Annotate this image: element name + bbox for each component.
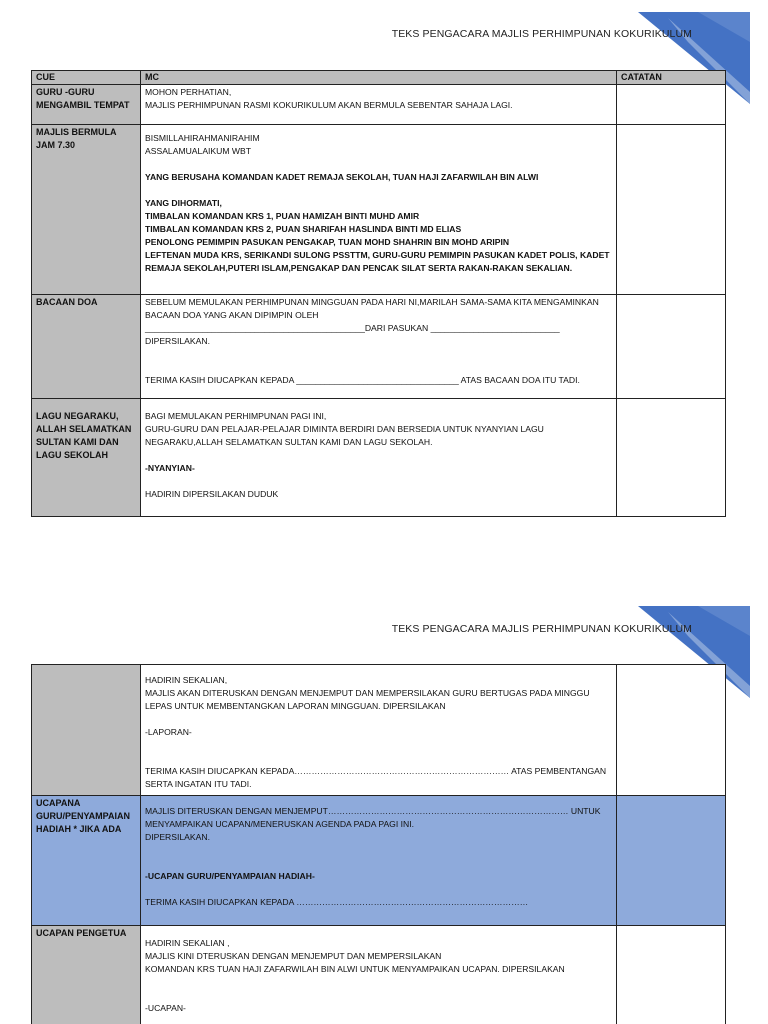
- notes-cell: [617, 926, 726, 1024]
- table-row: [32, 399, 726, 517]
- table-row: [32, 926, 726, 1024]
- mc-line: TERIMA KASIH DIUCAPKAN KEPADA __________________________________ ATAS BACAAN DOA ITU TADI.: [145, 375, 580, 385]
- cue-cell: [32, 665, 141, 796]
- mc-line: MAJLIS KINI DTERUSKAN DENGAN MENJEMPUT DAN MEMPERSILAKAN: [145, 951, 442, 961]
- mc-cell: [141, 399, 617, 517]
- table-row: [32, 796, 726, 926]
- mc-line: MOHON PERHATIAN,: [145, 87, 232, 97]
- document-page-2: [0, 596, 768, 1024]
- mc-cell: [141, 665, 617, 796]
- cue-cell: GURU -GURU MENGAMBIL TEMPAT: [32, 85, 141, 125]
- cue-cell: MAJLIS BERMULA JAM 7.30: [32, 125, 141, 295]
- mc-line: YANG DIHORMATI,: [145, 198, 222, 208]
- mc-cell: [141, 295, 617, 399]
- header-notes: CATATAN: [617, 71, 726, 85]
- mc-line: SEBELUM MEMULAKAN PERHIMPUNAN MINGGUAN PADA HARI NI,MARILAH SAMA-SAMA KITA MENGAMINKAN BACAAN DOA YANG AKAN DIPIMPIN OLEH: [145, 297, 599, 320]
- mc-line: TIMBALAN KOMANDAN KRS 2, PUAN SHARIFAH HASLINDA BINTI MD ELIAS: [145, 224, 462, 234]
- mc-line: TIMBALAN KOMANDAN KRS 1, PUAN HAMIZAH BINTI MUHD AMIR: [145, 211, 420, 221]
- mc-line: -UCAPAN GURU/PENYAMPAIAN HADIAH-: [145, 871, 315, 881]
- mc-line: -LAPORAN-: [145, 727, 192, 737]
- mc-line: BISMILLAHIRAHMANIRAHIM: [145, 133, 260, 143]
- mc-line: DIPERSILAKAN.: [145, 832, 210, 842]
- mc-line: MAJLIS DITERUSKAN DENGAN MENJEMPUT………………………………………………………………………… UNTUK MENYAMPAIKAN UCAPAN/MENERUSKAN AGENDA PADA PAGI INI.: [145, 806, 601, 829]
- mc-line: TERIMA KASIH DIUCAPKAN KEPADA ………………………………………………………………………: [145, 897, 529, 907]
- mc-line: BAGI MEMULAKAN PERHIMPUNAN PAGI INI,: [145, 411, 327, 421]
- notes-cell: [617, 85, 726, 125]
- mc-line: DIPERSILAKAN.: [145, 336, 210, 346]
- mc-line: HADIRIN DIPERSILAKAN DUDUK: [145, 489, 279, 499]
- mc-line: KOMANDAN KRS TUAN HAJI ZAFARWILAH BIN ALWI UNTUK MENYAMPAIKAN UCAPAN. DIPERSILAKAN: [145, 964, 565, 974]
- header-cue: CUE: [32, 71, 141, 85]
- table-row: [32, 295, 726, 399]
- emcee-script-table: [31, 70, 726, 517]
- cue-cell: [32, 399, 141, 517]
- notes-cell: [617, 665, 726, 796]
- table-row: [32, 125, 726, 295]
- cue-cell: UCAPAN PENGETUA: [32, 926, 141, 1024]
- mc-cell: [141, 125, 617, 295]
- page-header-title: TEKS PENGACARA MAJLIS PERHIMPUNAN KOKURIKULUM: [391, 28, 692, 40]
- mc-line: ______________________________________________DARI PASUKAN ___________________________: [145, 323, 560, 333]
- mc-line: -UCAPAN-: [145, 1003, 186, 1013]
- cue-text: LAGU NEGARAKU, ALLAH SELAMATKAN SULTAN KAMI DAN LAGU SEKOLAH: [36, 411, 132, 460]
- mc-line: YANG BERUSAHA KOMANDAN KADET REMAJA SEKOLAH, TUAN HAJI ZAFARWILAH BIN ALWI: [145, 172, 539, 182]
- cue-cell: UCAPANA GURU/PENYAMPAIAN HADIAH * JIKA ADA: [32, 796, 141, 926]
- mc-line: GURU-GURU DAN PELAJAR-PELAJAR DIMINTA BERDIRI DAN BERSEDIA UNTUK NYANYIAN LAGU NEGARAKU,ALLAH SELAMATKAN SULTAN KAMI DAN LAGU SEKOLAH.: [145, 424, 544, 447]
- table-row: [32, 665, 726, 796]
- notes-cell: [617, 125, 726, 295]
- mc-line: MAJLIS AKAN DITERUSKAN DENGAN MENJEMPUT DAN MEMPERSILAKAN GURU BERTUGAS PADA MINGGU LEPAS UNTUK MEMBENTANGKAN LAPORAN MINGGUAN. DIPERSILAKAN: [145, 688, 590, 711]
- notes-cell: [617, 399, 726, 517]
- mc-line: PENOLONG PEMIMPIN PASUKAN PENGAKAP, TUAN MOHD SHAHRIN BIN MOHD ARIPIN: [145, 237, 510, 247]
- mc-cell: [141, 926, 617, 1024]
- mc-cell: [141, 85, 617, 125]
- header-mc: MC: [141, 71, 617, 85]
- emcee-script-table: [31, 664, 726, 1024]
- mc-line: HADIRIN SEKALIAN ,: [145, 938, 230, 948]
- mc-line: -NYANYIAN-: [145, 463, 195, 473]
- mc-line: HADIRIN SEKALIAN,: [145, 675, 228, 685]
- mc-line: LEFTENAN MUDA KRS, SERIKANDI SULONG PSSTTM, GURU-GURU PEMIMPIN PASUKAN KADET POLIS, KADET REMAJA SEKOLAH,PUTERI ISLAM,PENGAKAP DAN PENCAK SILAT SERTA RAKAN-RAKAN SEKALIAN.: [145, 250, 610, 273]
- page-header-title: TEKS PENGACARA MAJLIS PERHIMPUNAN KOKURIKULUM: [391, 623, 692, 635]
- notes-cell: [617, 796, 726, 926]
- mc-cell: [141, 796, 617, 926]
- mc-line: ASSALAMUALAIKUM WBT: [145, 146, 252, 156]
- table-header-row: [32, 71, 726, 85]
- mc-line: MAJLIS PERHIMPUNAN RASMI KOKURIKULUM AKAN BERMULA SEBENTAR SAHAJA LAGI.: [145, 100, 513, 110]
- table-row: [32, 85, 726, 125]
- mc-line: TERIMA KASIH DIUCAPKAN KEPADA………………………………………………………………… ATAS PEMBENTANGAN SERTA INGATAN ITU TADI.: [145, 766, 607, 789]
- cue-cell: BACAAN DOA: [32, 295, 141, 399]
- notes-cell: [617, 295, 726, 399]
